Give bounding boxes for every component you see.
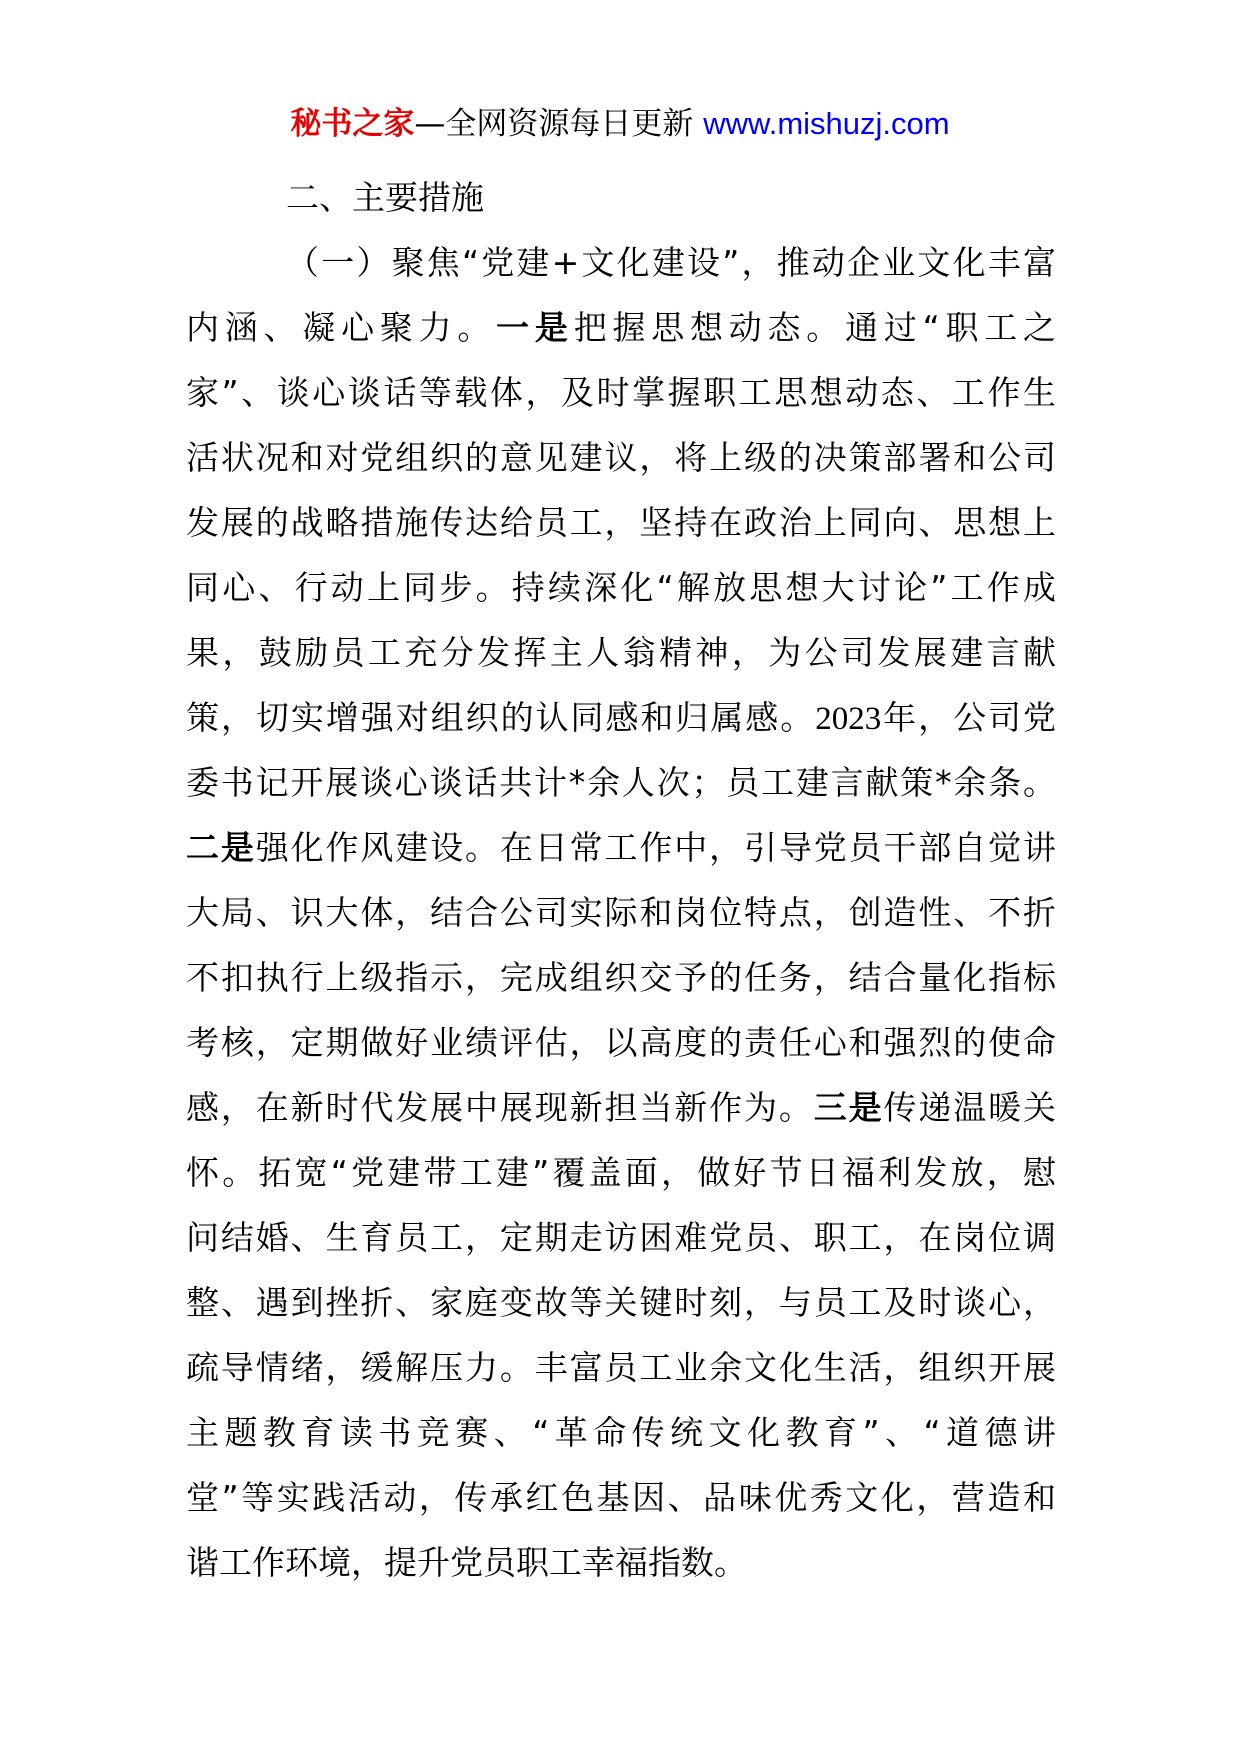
text-segment: 策，切实增强对组织的认同感和归属感。: [186, 698, 816, 737]
text-line: [186, 1400, 1056, 1465]
paragraph: [186, 230, 1056, 1595]
section-heading: 二、主要措施: [286, 178, 484, 217]
header-slogan: —全网资源每日更新: [414, 106, 704, 142]
text-line: [186, 620, 1056, 685]
bold-ordinal: 二是: [186, 828, 256, 867]
text-line: [186, 750, 1056, 815]
text-line: [186, 230, 1056, 295]
text-segment: 果，鼓励员工充分发挥主人翁精神，为公司发展建言献: [186, 633, 1056, 672]
text-segment: 问结婚、生育员工，定期走访困难党员、职工，在岗位调: [186, 1218, 1056, 1257]
text-segment: 主题教育读书竞赛、“革命传统文化教育”、“道德讲: [186, 1413, 1056, 1452]
text-segment: 家”、谈心谈话等载体，及时掌握职工思想动态、工作生: [186, 373, 1056, 412]
text-segment: 考核，定期做好业绩评估，以高度的责任心和强烈的使命: [186, 1023, 1056, 1062]
text-line: [186, 685, 1056, 750]
text-line: [186, 295, 1056, 360]
text-line: [186, 1075, 1056, 1140]
text-segment: 2023: [815, 701, 882, 737]
text-segment: 委书记开展谈心谈话共计*余人次；员工建言献策*余条。: [186, 763, 1056, 802]
text-segment: 感，在新时代发展中展现新担当新作为。: [186, 1088, 814, 1127]
bold-ordinal: 三是: [813, 1088, 884, 1127]
text-segment: 大局、识大体，结合公司实际和岗位特点，创造性、不折: [186, 893, 1056, 932]
header-url-link[interactable]: www.mishuzj.com: [703, 106, 950, 141]
text-segment: 疏导情绪，缓解压力。丰富员工业余文化生活，组织开展: [186, 1348, 1056, 1387]
text-segment: 年，公司党: [881, 698, 1057, 737]
text-line: [186, 1010, 1056, 1075]
text-segment: 同心、行动上同步。持续深化“解放思想大讨论”工作成: [186, 568, 1056, 607]
text-line: [186, 1335, 1056, 1400]
text-line: [186, 1140, 1056, 1205]
text-segment: 活状况和对党组织的意见建议，将上级的决策部署和公司: [186, 438, 1056, 477]
text-line: [186, 945, 1056, 1010]
bold-ordinal: 一是: [496, 308, 574, 347]
text-line: [186, 425, 1056, 490]
text-segment: 发展的战略措施传达给员工，坚持在政治上同向、思想上: [186, 503, 1056, 542]
text-line: [186, 360, 1056, 425]
text-segment: 怀。拓宽“党建带工建”覆盖面，做好节日福利发放，慰: [186, 1153, 1056, 1192]
text-line: [186, 490, 1056, 555]
text-segment: 不扣执行上级指示，完成组织交予的任务，结合量化指标: [186, 958, 1056, 997]
text-segment: 内涵、凝心聚力。: [186, 308, 497, 347]
text-line: [186, 880, 1056, 945]
text-segment: 强化作风建设。在日常工作中，引导党员干部自觉讲: [255, 828, 1056, 867]
text-line: [186, 815, 1056, 880]
text-segment: 把握思想动态。通过“职工之: [573, 308, 1057, 347]
text-segment: 堂”等实践活动，传承红色基因、品味优秀文化，营造和: [186, 1478, 1056, 1517]
header-brand: 秘书之家: [290, 106, 415, 142]
text-segment: 整、遇到挫折、家庭变故等关键时刻，与员工及时谈心，: [186, 1283, 1056, 1322]
text-line: [186, 555, 1056, 620]
text-segment: 谐工作环境，提升党员职工幸福指数。: [186, 1543, 747, 1582]
text-segment: 传递温暖关: [883, 1088, 1056, 1127]
page-header: [0, 102, 1240, 146]
text-line: [186, 1270, 1056, 1335]
text-line: [186, 1465, 1056, 1530]
text-segment: （一）聚焦“党建+文化建设”，推动企业文化丰富: [286, 243, 1056, 282]
text-line: [186, 1530, 1056, 1595]
text-line: [186, 1205, 1056, 1270]
document-body: [186, 165, 1056, 1595]
